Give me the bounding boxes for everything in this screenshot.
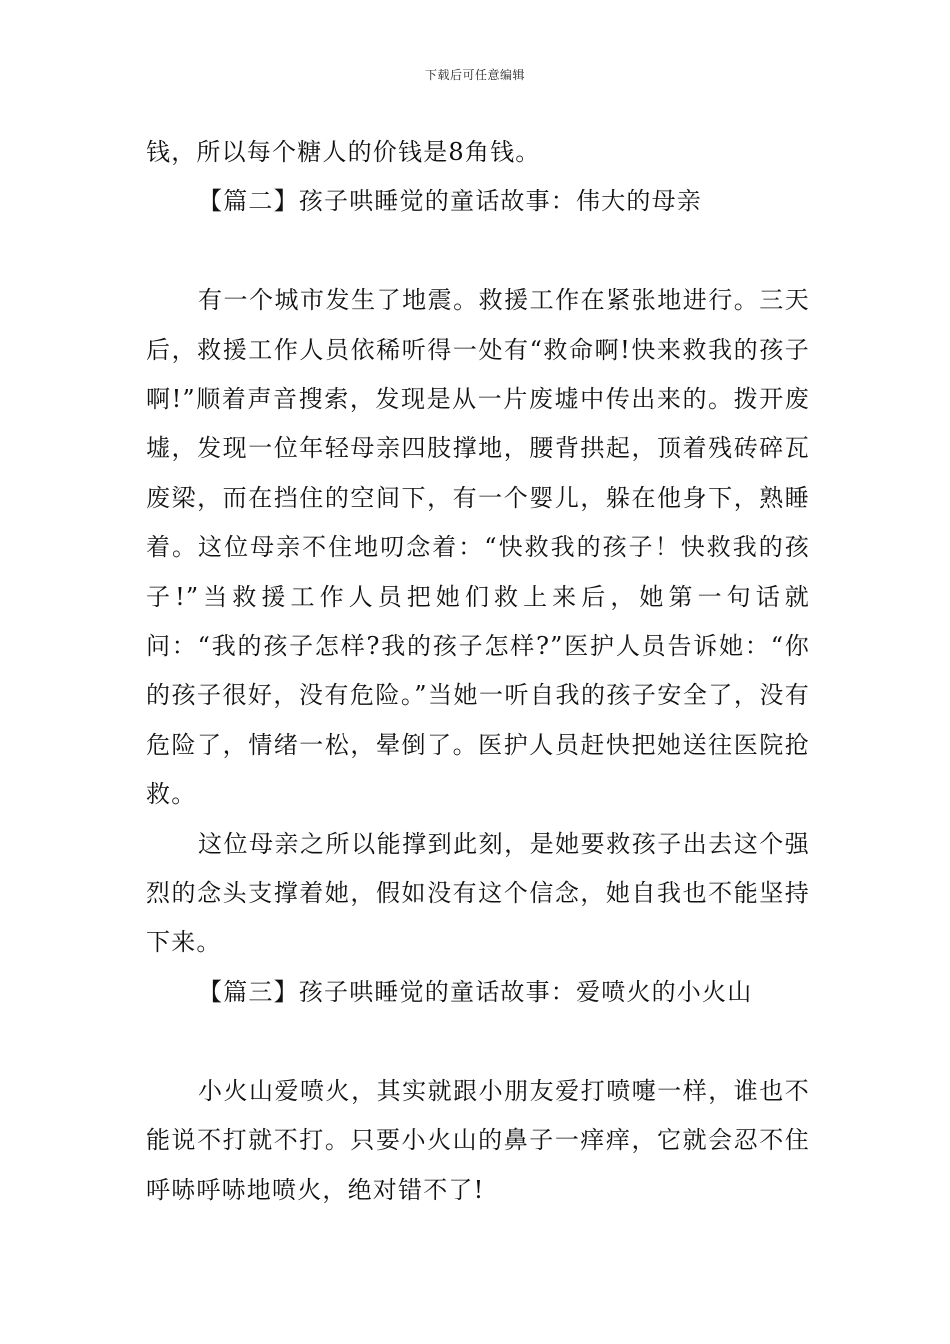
section-heading-2: 【篇二】孩子哄睡觉的童话故事：伟大的母亲 (198, 187, 702, 216)
document-body (146, 128, 810, 1215)
paragraph-2-2: 这位母亲之所以能撑到此刻，是她要救孩子出去这个强烈的念头支撑着她，假如没有这个信念，她自我也不能坚持下来。 (146, 829, 810, 957)
paragraph-3-1: 小火山爱喷火，其实就跟小朋友爱打喷嚏一样，谁也不能说不打就不打。只要小火山的鼻子一痒痒，它就会忍不住呼哧呼哧地喷火，绝对错不了! (146, 1076, 810, 1204)
paragraph-continued: 钱，所以每个糖人的价钱是8角钱。 (146, 138, 541, 166)
page-header-note: 下载后可任意编辑 (424, 68, 525, 82)
paragraph-2-1: 有一个城市发生了地震。救援工作在紧张地进行。三天后，救援工作人员依稀听得一处有“救命啊!快来救我的孩子啊!”顺着声音搜索，发现是从一片废墟中传出来的。拨开废墟，发现一位年轻母亲四肢撑地，腰背拱起，顶着残砖碎瓦废梁，而在挡住的空间下，有一个婴儿，躲在他身下，熟睡着。这位母亲不住地叨念着：“快救我的孩子！快救我的孩子!”当救援工作人员把她们救上来后，她第一句话就问：“我的孩子怎样?我的孩子怎样?”医护人员告诉她：“你的孩子很好，没有危险。”当她一听自我的孩子安全了，没有危险了，情绪一松，晕倒了。医护人员赶快把她送往医院抢救。 (146, 286, 810, 809)
section-heading-3: 【篇三】孩子哄睡觉的童话故事：爱喷火的小火山 (198, 977, 753, 1006)
blank-line (146, 1017, 810, 1066)
blank-line (146, 227, 810, 276)
